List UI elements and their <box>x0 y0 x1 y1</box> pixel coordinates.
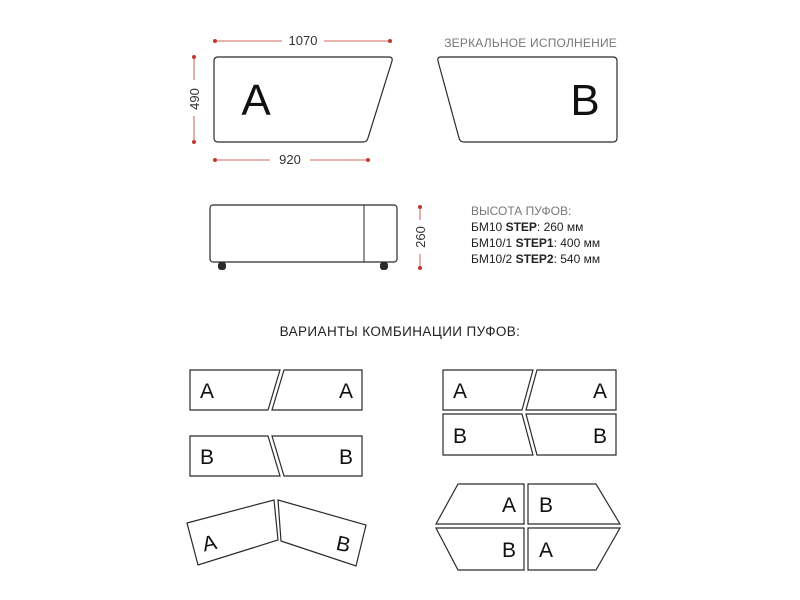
top-view-piece-b <box>438 57 617 142</box>
combo-stack-2x2 <box>443 370 616 455</box>
combo-a-a-row <box>190 370 362 410</box>
dimension-top-width-label: 1070 <box>288 33 318 48</box>
combo2-left-letter: B <box>199 446 215 469</box>
combinations-title: ВАРИАНТЫ КОМБИНАЦИИ ПУФОВ: <box>279 324 521 339</box>
dimension-top-width <box>213 32 392 48</box>
combo3-left-letter: A <box>200 530 219 557</box>
side-view-foot-left <box>218 262 226 270</box>
combo-angled <box>187 500 366 566</box>
height-row-3: БМ10/2 STEP2: 540 мм <box>471 252 601 266</box>
heights-title: ВЫСОТА ПУФОВ: <box>471 204 572 218</box>
combo2-right-letter: B <box>338 446 354 469</box>
combo1-left-letter: A <box>199 380 215 403</box>
combo4-top-right-letter: A <box>592 380 608 403</box>
dimension-depth-label: 490 <box>187 88 202 110</box>
dimension-height <box>412 205 428 270</box>
combo4-bottom-left-letter: B <box>452 425 468 448</box>
combo5-top-right-letter: B <box>538 494 554 517</box>
mirror-caption: ЗЕРКАЛЬНОЕ ИСПОЛНЕНИЕ <box>444 36 617 50</box>
piece-b-letter: B <box>570 76 600 125</box>
combo4-bottom-right-letter: B <box>592 425 608 448</box>
side-view <box>210 205 397 270</box>
dimension-bottom-width-label: 920 <box>279 152 301 167</box>
combo5-bottom-right-letter: A <box>538 539 554 562</box>
piece-a-letter: A <box>241 76 271 125</box>
combo5-bottom-left-letter: B <box>501 539 517 562</box>
dimension-bottom-width <box>213 151 370 167</box>
combo4-top-left-letter: A <box>452 380 468 403</box>
combo5-top-left-letter: A <box>501 494 517 517</box>
heights-block <box>471 204 600 266</box>
combo1-right-letter: A <box>338 380 354 403</box>
dimension-height-label: 260 <box>413 226 428 248</box>
combo-hexagon <box>436 484 620 570</box>
dimension-depth <box>186 55 202 144</box>
combo3-right-letter: B <box>334 531 353 558</box>
height-row-1: БМ10 STEP: 260 мм <box>471 220 584 234</box>
side-view-foot-right <box>380 262 388 270</box>
top-view-piece-a <box>214 57 392 142</box>
height-row-2: БМ10/1 STEP1: 400 мм <box>471 236 601 250</box>
combo-b-b-row <box>190 436 362 476</box>
